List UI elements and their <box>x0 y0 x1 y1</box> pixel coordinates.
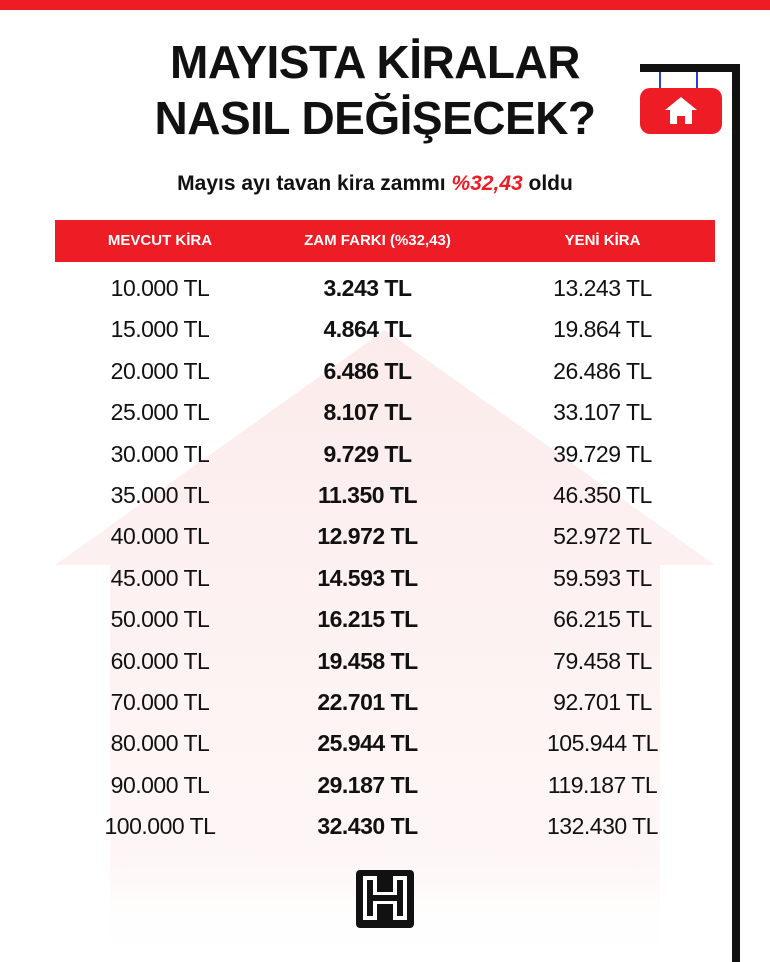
cell-increase: 32.430 TL <box>317 813 418 840</box>
table-row <box>55 309 715 350</box>
table-row <box>55 806 715 847</box>
subtitle-suffix: oldu <box>522 172 573 195</box>
column-header-current-rent: MEVCUT KİRA <box>107 232 213 249</box>
cell-increase: 29.187 TL <box>317 771 418 798</box>
cell-increase: 14.593 TL <box>317 564 418 591</box>
cell-new-rent: 66.215 TL <box>553 606 652 633</box>
cell-current-rent: 40.000 TL <box>110 523 210 550</box>
cell-current-rent: 70.000 TL <box>110 688 210 715</box>
cell-current-rent: 80.000 TL <box>110 730 210 757</box>
cell-new-rent: 92.701 TL <box>553 688 652 715</box>
cell-current-rent: 10.000 TL <box>110 275 210 301</box>
cell-new-rent: 26.486 TL <box>553 357 652 384</box>
table-row <box>55 392 715 433</box>
table-row <box>55 434 715 475</box>
subtitle-text: Mayıs ayı tavan kira zammı <box>177 172 452 195</box>
cell-new-rent: 52.972 TL <box>553 523 652 550</box>
cell-current-rent: 50.000 TL <box>110 606 210 633</box>
cell-current-rent: 25.000 TL <box>110 399 210 426</box>
table-row <box>55 682 715 723</box>
cell-increase: 22.701 TL <box>317 688 418 715</box>
column-header-new-rent: YENİ KİRA <box>564 232 641 249</box>
subtitle <box>60 172 690 196</box>
cell-increase: 25.944 TL <box>317 730 418 757</box>
table-row <box>55 723 715 764</box>
cell-increase: 16.215 TL <box>317 606 418 633</box>
table-row <box>55 516 715 557</box>
cell-new-rent: 39.729 TL <box>553 440 652 467</box>
table-body <box>55 268 715 847</box>
cell-increase: 3.243 TL <box>323 275 412 301</box>
table-row <box>55 351 715 392</box>
cell-new-rent: 132.430 TL <box>547 813 658 840</box>
table-row <box>55 599 715 640</box>
title-line-1: MAYISTA KİRALAR <box>170 36 580 88</box>
cell-new-rent: 13.243 TL <box>553 275 652 301</box>
subtitle-rate: %32,43 <box>451 172 523 195</box>
cell-increase: 8.107 TL <box>323 399 412 426</box>
table-row <box>55 558 715 599</box>
cell-new-rent: 79.458 TL <box>553 647 652 674</box>
cell-increase: 6.486 TL <box>323 357 412 384</box>
cell-current-rent: 15.000 TL <box>110 316 210 343</box>
table-row <box>55 475 715 516</box>
h-logo-icon <box>356 870 414 928</box>
cell-new-rent: 59.593 TL <box>553 564 652 591</box>
cell-current-rent: 90.000 TL <box>110 771 210 798</box>
cell-increase: 4.864 TL <box>323 316 412 343</box>
cell-current-rent: 30.000 TL <box>110 440 210 467</box>
table-row <box>55 641 715 682</box>
cell-new-rent: 19.864 TL <box>553 316 652 343</box>
cell-increase: 19.458 TL <box>317 647 418 674</box>
cell-increase: 12.972 TL <box>317 523 418 550</box>
cell-new-rent: 119.187 TL <box>547 771 658 798</box>
cell-current-rent: 100.000 TL <box>104 813 216 840</box>
table-row <box>55 268 715 309</box>
cell-current-rent: 60.000 TL <box>110 647 210 674</box>
column-header-increase: ZAM FARKI (%32,43) <box>304 232 451 249</box>
table-header <box>55 220 715 262</box>
cell-current-rent: 35.000 TL <box>110 481 210 508</box>
cell-new-rent: 46.350 TL <box>553 481 652 508</box>
cell-new-rent: 105.944 TL <box>547 730 658 757</box>
cell-increase: 9.729 TL <box>323 440 412 467</box>
table-row <box>55 765 715 806</box>
cell-current-rent: 20.000 TL <box>110 357 210 384</box>
cell-current-rent: 45.000 TL <box>110 564 210 591</box>
cell-increase: 11.350 TL <box>317 481 418 508</box>
title-line-2: NASIL DEĞİŞECEK? <box>154 92 596 144</box>
cell-new-rent: 33.107 TL <box>553 399 652 426</box>
